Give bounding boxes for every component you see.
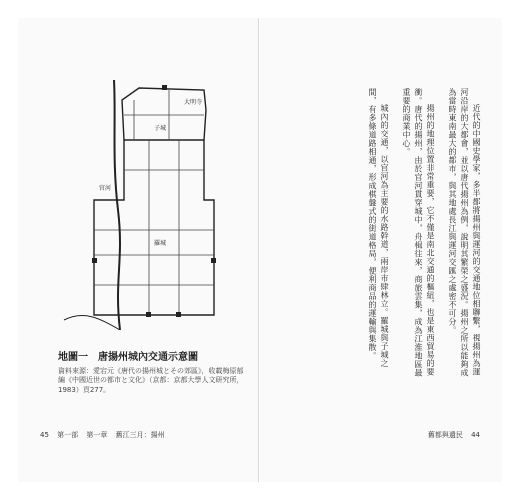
body-paragraph: 近代的中國史學家，多半都將揚州與運河的交通地位相聯繫，視揚州為運河沿岸的大都會，並以唐代揚州為例，說明其繁榮之盛況。揚州之所以能夠成為當時東南最大的都市，與其地處長江與運河交匯之處密不可分。 [448, 88, 481, 377]
city-map-figure [54, 80, 244, 330]
street-grid [94, 90, 214, 315]
body-text-vertical [292, 88, 482, 378]
left-page-number: 45 [40, 431, 49, 439]
right-page-number: 44 [471, 431, 480, 439]
inner-city-wall [122, 88, 206, 140]
map-label-inner-city: 子城 [154, 125, 167, 132]
map-label-canal: 官河 [99, 185, 112, 192]
canal-side [64, 315, 120, 330]
city-map-svg [54, 80, 244, 330]
body-paragraph: 城內的交通，以官河為主要的水路幹道，兩岸市肆林立。羅城與子城之間，有多條道路相通，形成棋盤式的街道格局，便利商品的運輸與集散。 [368, 88, 389, 368]
gate-markers [92, 85, 216, 317]
figure-caption [58, 348, 246, 395]
left-part: 第一部 [57, 431, 79, 439]
canal-line [114, 80, 120, 330]
right-running-title: 舊都與遺民 [427, 431, 463, 439]
left-running-title: 舊江三月：揚州 [115, 431, 165, 439]
map-label-temple: 大明寺 [184, 99, 203, 106]
left-chapter: 第一章 [86, 431, 108, 439]
outer-city-wall [94, 140, 214, 315]
caption-source: 資料來源：愛宕元《唐代の揚州城とその郊區》，收載梅原郁編《中國近世の都市と文化》（京都：京都大學人文研究所，1983）頁277。 [58, 367, 244, 394]
map-label-outer-city: 羅城 [154, 240, 167, 247]
left-footer [40, 430, 171, 440]
right-footer [428, 430, 486, 440]
body-paragraph: 揚州的地理位置非常重要，它不僅是南北交通的樞紐，也是東西貿易的要衝。唐代的揚州，由於官河貫穿城中，舟楫往來，商旅雲集，成為江淮地區最重要的商業中心。 [402, 88, 435, 377]
caption-title: 地圖一 唐揚州城內交通示意圖 [58, 352, 198, 363]
